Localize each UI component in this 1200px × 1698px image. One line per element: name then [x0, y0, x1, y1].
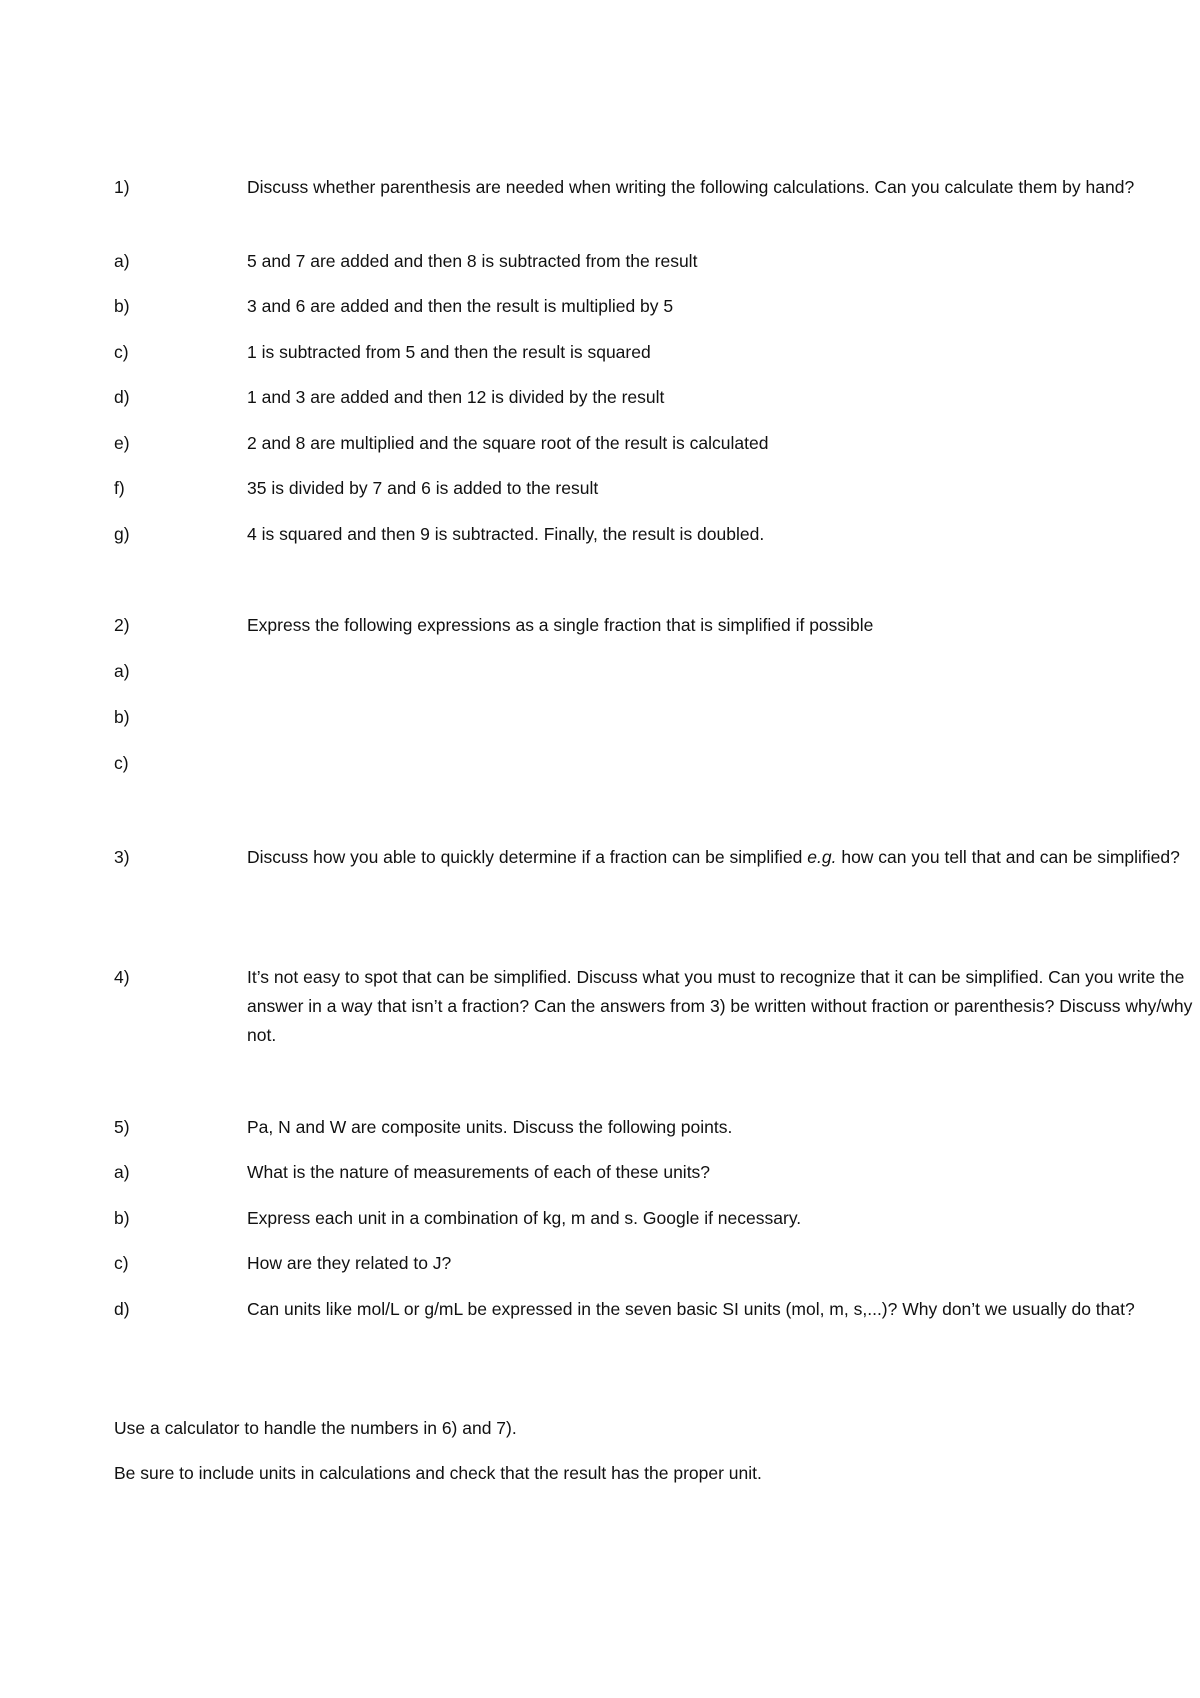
question-text: Express the following expressions as a single fraction that is simplified if possible — [247, 615, 874, 635]
item-label: a) — [114, 251, 130, 271]
question-number: 1) — [114, 177, 130, 197]
question-text-part: how can you tell that and can be simplified? — [836, 847, 1180, 867]
item-text: Can units like mol/L or g/mL be expressed in the seven basic SI units (mol, m, s,...)? Why don’t we usually do that? — [247, 1299, 1135, 1319]
question-text-emphasis: e.g. — [807, 847, 837, 867]
item-label: b) — [114, 296, 130, 316]
item-text: 1 is subtracted from 5 and then the result is squared — [247, 342, 651, 362]
item-label: g) — [114, 524, 130, 544]
units-note: Be sure to include units in calculations and check that the result has the proper unit. — [114, 1463, 762, 1483]
item-label: d) — [114, 1299, 130, 1319]
item-label: c) — [114, 342, 129, 362]
item-text: 3 and 6 are added and then the result is multiplied by 5 — [247, 296, 674, 316]
item-label: a) — [114, 1162, 130, 1182]
item-label: a) — [114, 661, 130, 681]
item-text: Express each unit in a combination of kg, m and s. Google if necessary. — [247, 1208, 802, 1228]
item-label: c) — [114, 753, 129, 773]
item-label: e) — [114, 433, 130, 453]
item-label: f) — [114, 478, 125, 498]
question-text: Pa, N and W are composite units. Discuss the following points. — [247, 1117, 733, 1137]
calculator-note: Use a calculator to handle the numbers in 6) and 7). — [114, 1418, 517, 1438]
item-label: b) — [114, 1208, 130, 1228]
item-text: 35 is divided by 7 and 6 is added to the result — [247, 478, 599, 498]
question-text: It’s not easy to spot that can be simplified. Discuss what you must to recognize that it can be simplified. Can you write the answer in a way that isn’t a fraction? Can the answers from 3) be written without fraction or parenthesis? Discuss why/why not. — [247, 967, 1193, 1045]
item-label: b) — [114, 707, 130, 727]
item-label: c) — [114, 1253, 129, 1273]
question-number: 2) — [114, 615, 130, 635]
item-text: 5 and 7 are added and then 8 is subtracted from the result — [247, 251, 698, 271]
question-number: 4) — [114, 967, 130, 987]
question-text-part: Discuss how you able to quickly determine if a fraction can be simplified — [247, 847, 808, 867]
item-label: d) — [114, 387, 130, 407]
question-number: 3) — [114, 847, 130, 867]
item-text: 4 is squared and then 9 is subtracted. Finally, the result is doubled. — [247, 524, 765, 544]
item-text: How are they related to J? — [247, 1253, 452, 1273]
item-text: What is the nature of measurements of each of these units? — [247, 1162, 711, 1182]
item-text: 1 and 3 are added and then 12 is divided by the result — [247, 387, 665, 407]
question-number: 5) — [114, 1117, 130, 1137]
question-text: Discuss whether parenthesis are needed when writing the following calculations. Can you calculate them by hand? — [247, 177, 1135, 197]
item-text: 2 and 8 are multiplied and the square root of the result is calculated — [247, 433, 769, 453]
question-text — [247, 843, 1200, 872]
